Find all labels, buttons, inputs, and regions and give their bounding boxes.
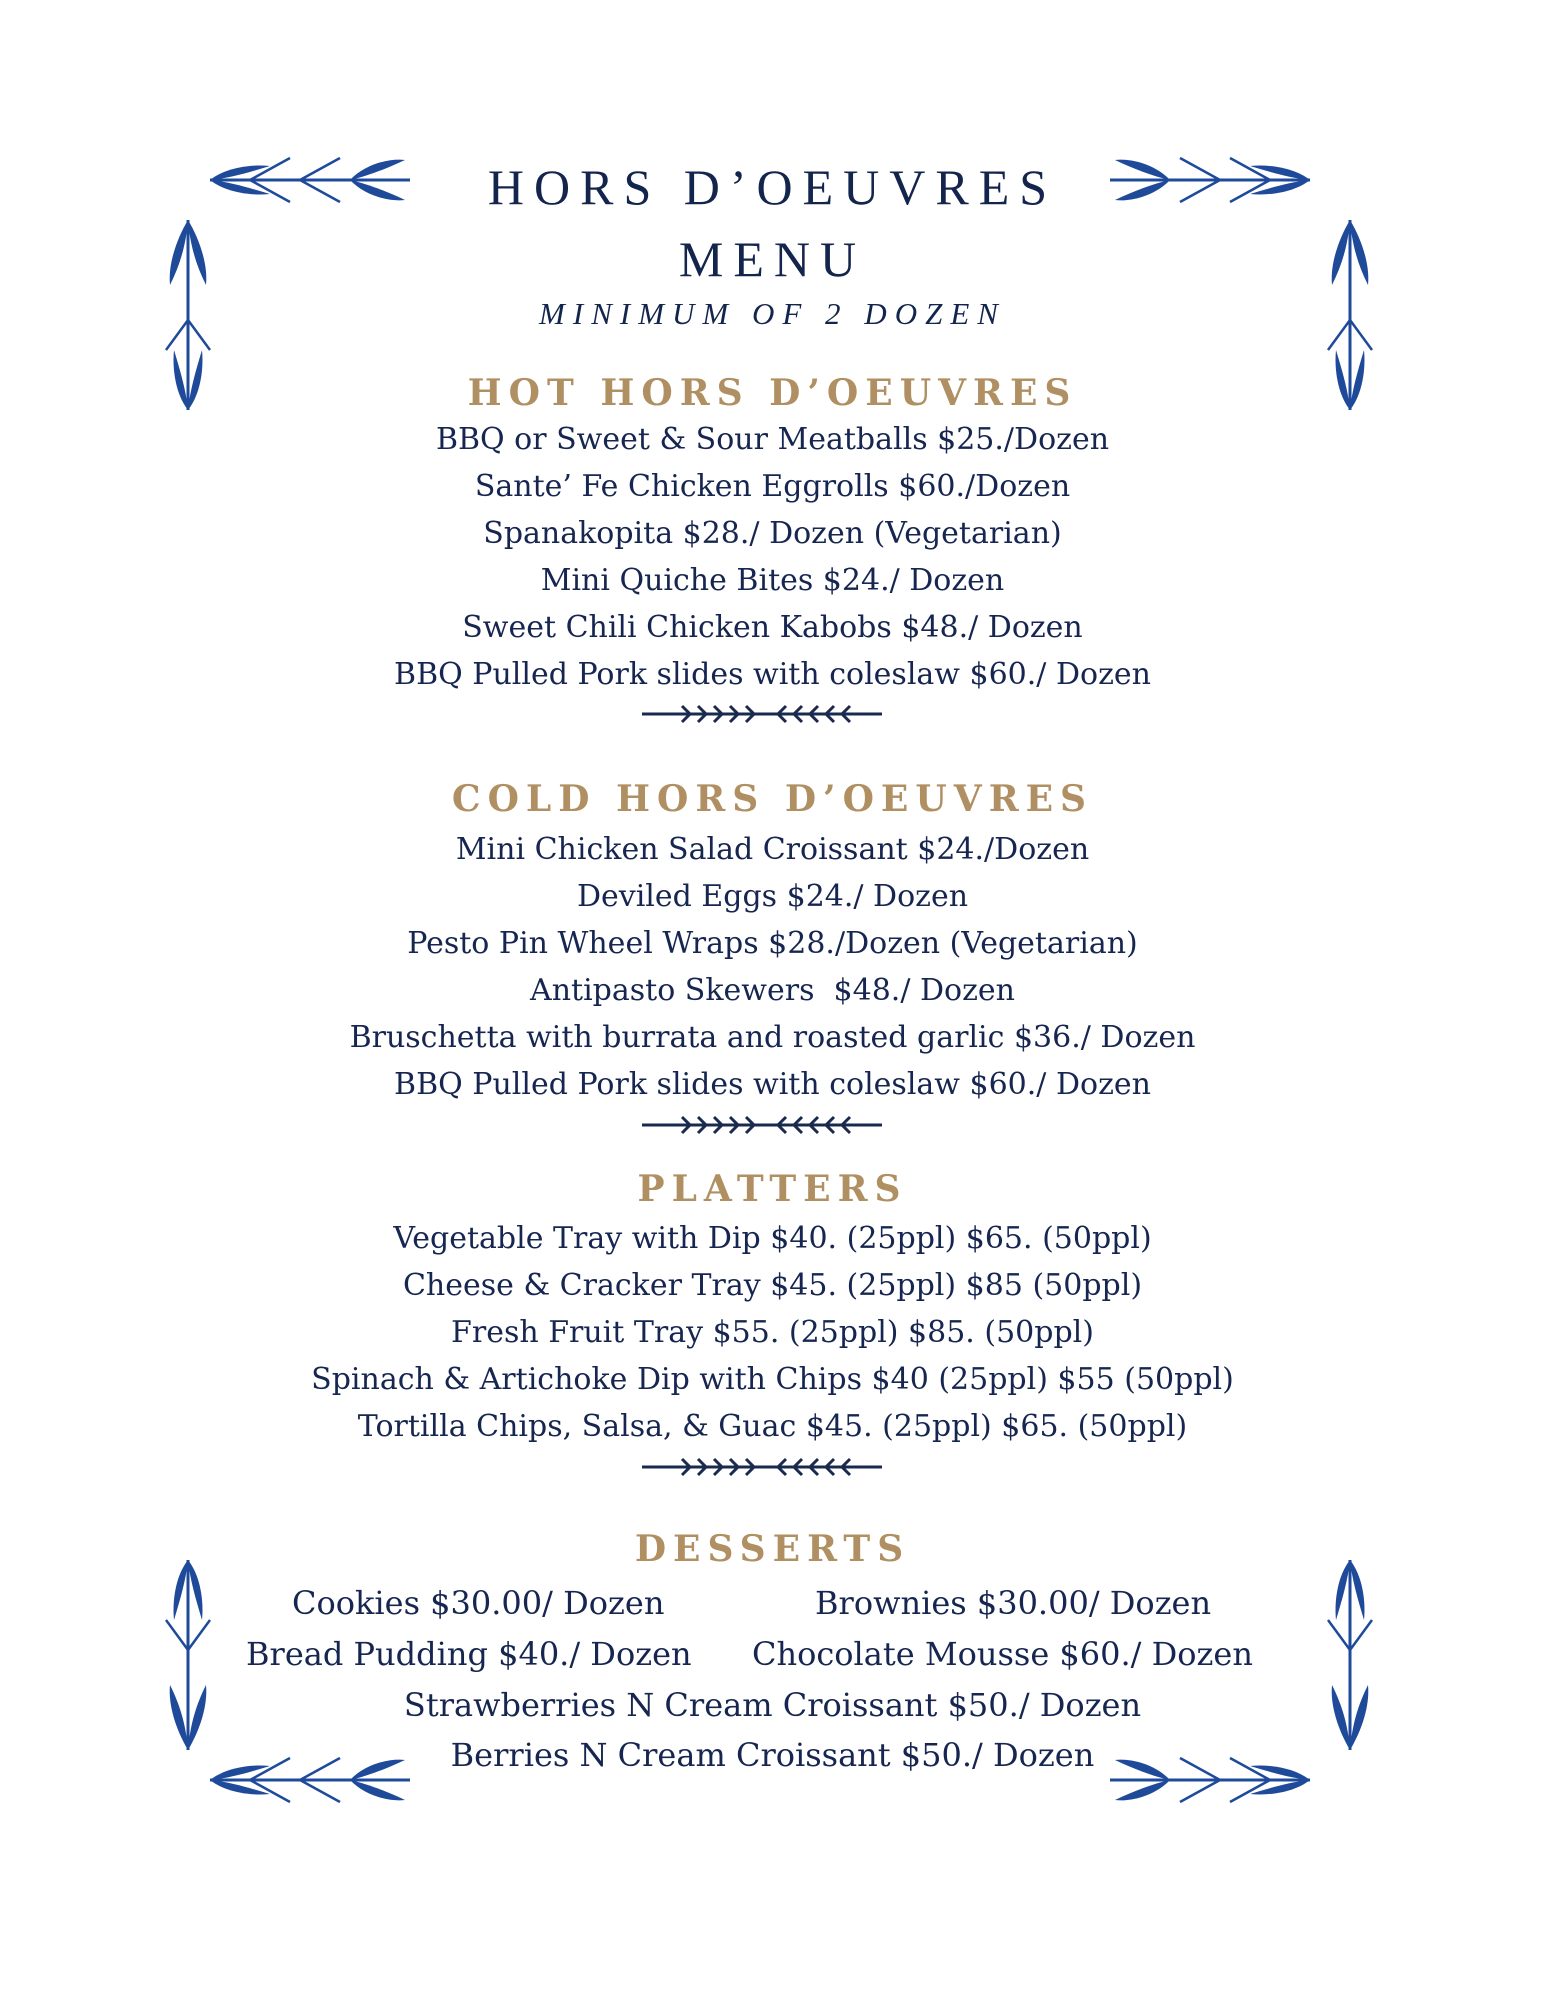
list-item: Fresh Fruit Tray $55. (25ppl) $85. (50ppl)	[451, 1315, 1094, 1350]
list-item: Tortilla Chips, Salsa, & Guac $45. (25ppl) $65. (50ppl)	[357, 1409, 1188, 1444]
list-item: BBQ Pulled Pork slides with coleslaw $60./ Dozen	[394, 657, 1151, 692]
section-divider-icon	[642, 702, 887, 726]
dessert-item: Chocolate Mousse $60./ Dozen	[752, 1635, 1253, 1673]
desserts-section-heading: DESSERTS	[634, 1528, 911, 1570]
list-item: Cheese & Cracker Tray $45. (25ppl) $85 (50ppl)	[402, 1268, 1143, 1303]
list-item: Antipasto Skewers $48./ Dozen	[530, 973, 1015, 1008]
dessert-item: Cookies $30.00/ Dozen	[292, 1584, 665, 1622]
dessert-item: Brownies $30.00/ Dozen	[815, 1584, 1212, 1622]
list-item: Vegetable Tray with Dip $40. (25ppl) $65. (50ppl)	[393, 1221, 1152, 1256]
list-item: Sweet Chili Chicken Kabobs $48./ Dozen	[462, 610, 1083, 645]
section-divider-icon	[642, 1455, 887, 1479]
list-item: Spanakopita $28./ Dozen (Vegetarian)	[483, 516, 1062, 551]
list-item: Spinach & Artichoke Dip with Chips $40 (25ppl) $55 (50ppl)	[311, 1362, 1234, 1397]
list-item: Mini Chicken Salad Croissant $24./Dozen	[455, 832, 1090, 867]
platters-items-list	[0, 1215, 1545, 1450]
menu-title-line1: HORS D’OEUVRES	[487, 159, 1058, 215]
list-item: BBQ or Sweet & Sour Meatballs $25./Dozen	[435, 422, 1110, 457]
platters-section-heading: PLATTERS	[637, 1168, 908, 1210]
menu-title-line2: MENU	[678, 231, 867, 287]
cold-items-list	[0, 826, 1545, 1108]
dessert-item: Bread Pudding $40./ Dozen	[246, 1635, 692, 1673]
list-item: Sante’ Fe Chicken Eggrolls $60./Dozen	[474, 469, 1071, 504]
menu-subtitle: MINIMUM OF 2 DOZEN	[539, 296, 1006, 331]
list-item: Strawberries N Cream Croissant $50./ Dozen	[403, 1686, 1142, 1724]
hot-section-heading: HOT HORS D’OEUVRES	[467, 372, 1078, 414]
cold-section-heading: COLD HORS D’OEUVRES	[451, 778, 1094, 820]
list-item: Mini Quiche Bites $24./ Dozen	[540, 563, 1005, 598]
section-divider-icon	[642, 1113, 887, 1137]
list-item: Pesto Pin Wheel Wraps $28./Dozen (Vegetarian)	[407, 926, 1138, 961]
list-item: BBQ Pulled Pork slides with coleslaw $60./ Dozen	[394, 1067, 1151, 1102]
list-item: Bruschetta with burrata and roasted garlic $36./ Dozen	[349, 1020, 1196, 1055]
hot-items-list	[0, 416, 1545, 698]
dessert-centered-list	[0, 1680, 1545, 1780]
list-item: Deviled Eggs $24./ Dozen	[576, 879, 969, 914]
list-item: Berries N Cream Croissant $50./ Dozen	[450, 1736, 1095, 1774]
